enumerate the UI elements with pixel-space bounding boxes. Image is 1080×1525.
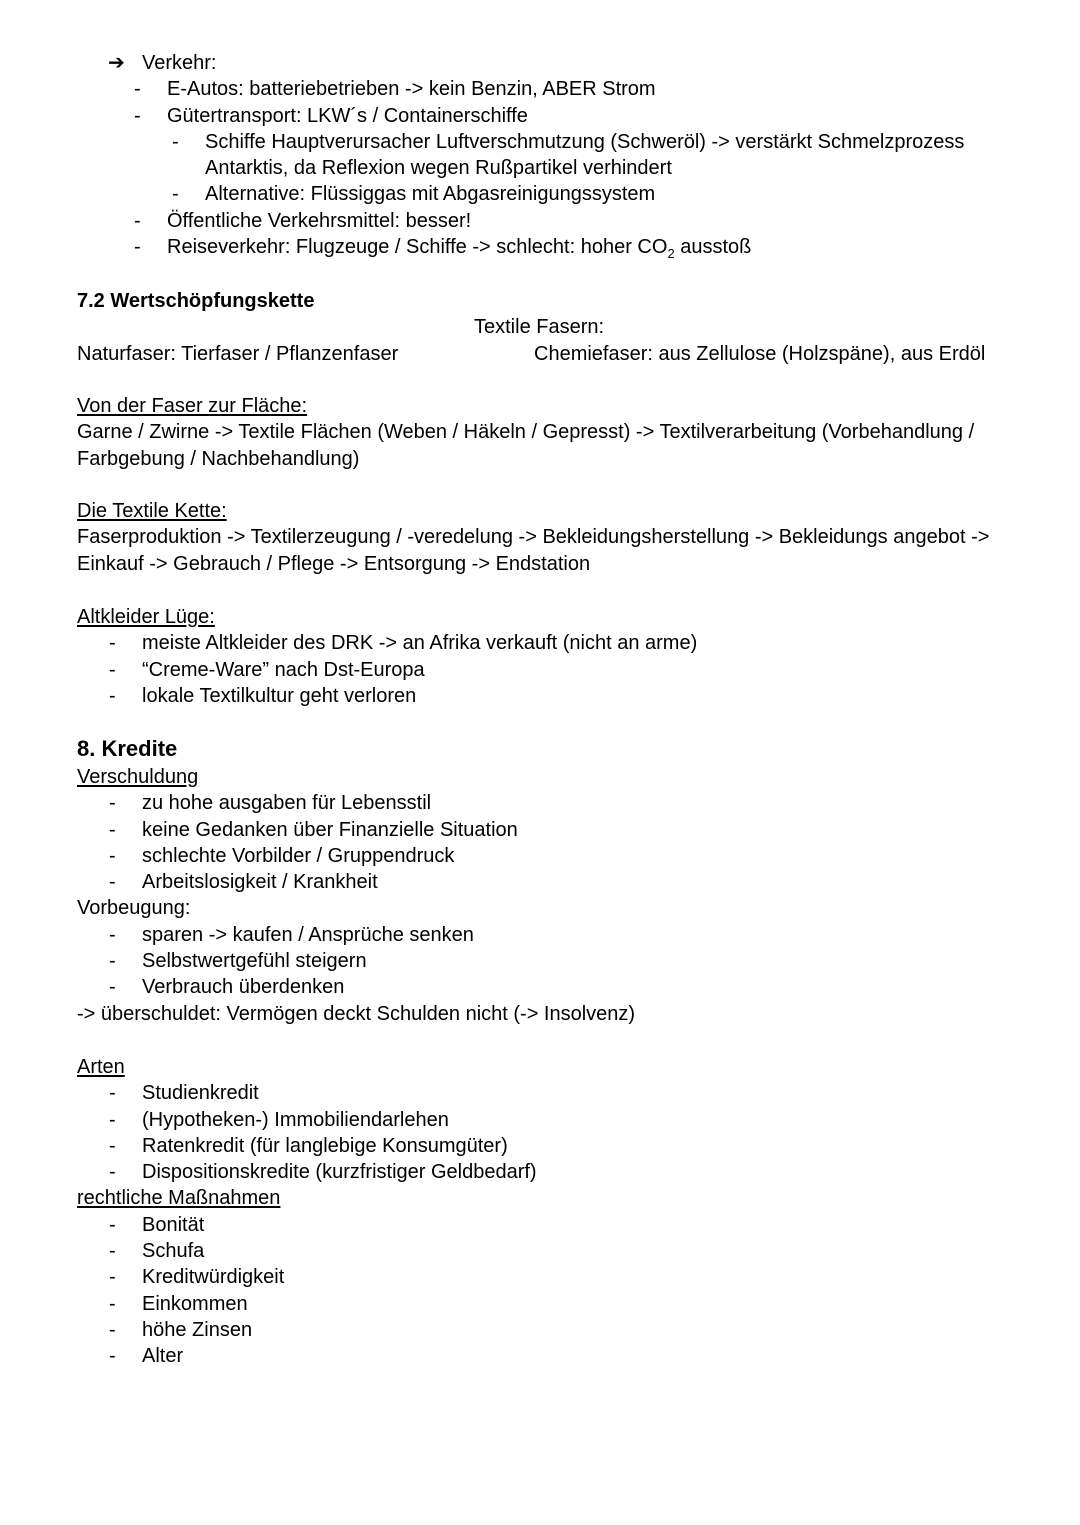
dash-bullet: - <box>109 950 116 973</box>
paragraph-line: Einkauf -> Gebrauch / Pflege -> Entsorgung -> Endstation <box>77 552 591 575</box>
list-item-text: Einkommen <box>142 1292 248 1315</box>
verschuldung-title: Verschuldung <box>77 766 199 788</box>
dash-bullet: - <box>109 923 116 946</box>
textile-kette-block <box>77 498 989 577</box>
list-item-text: Alter <box>142 1345 184 1368</box>
list-item-text: Dispositionskredite (kurzfristiger Geldbedarf) <box>142 1161 537 1184</box>
arrow-bullet: ➔ <box>108 52 125 74</box>
sub-list-item-text: Antarktis, da Reflexion wegen Rußpartikel verhindert <box>205 157 672 180</box>
vorbeugung-title: Vorbeugung: <box>77 897 191 920</box>
list-item-text: Bonität <box>142 1213 205 1236</box>
list-item-text: Schufa <box>142 1240 205 1263</box>
ueberschuldet-text: -> überschuldet: Vermögen deckt Schulden nicht (-> Insolvenz) <box>77 1002 636 1025</box>
list-item-text: meiste Altkleider des DRK -> an Afrika verkauft (nicht an arme) <box>142 632 698 655</box>
paragraph-line: Farbgebung / Nachbehandlung) <box>77 447 360 470</box>
dash-bullet: - <box>109 844 116 867</box>
list-item-text: schlechte Vorbilder / Gruppendruck <box>142 844 455 867</box>
faser-flaeche-block <box>77 393 974 472</box>
dash-bullet: - <box>109 818 116 841</box>
list-item-text: “Creme-Ware” nach Dst-Europa <box>142 658 425 681</box>
dash-bullet: - <box>134 78 141 101</box>
altkleider-title: Altkleider Lüge: <box>77 606 215 628</box>
dash-bullet: - <box>134 209 141 232</box>
dash-bullet: - <box>109 871 116 894</box>
list-item-text: zu hohe ausgaben für Lebensstil <box>142 792 432 815</box>
list-item-text: Kreditwürdigkeit <box>142 1266 285 1289</box>
list-item-text: Arbeitslosigkeit / Krankheit <box>142 871 378 894</box>
sub-list-item-text: Alternative: Flüssiggas mit Abgasreinigungssystem <box>205 183 656 206</box>
list-item-text: Öffentliche Verkehrsmittel: besser! <box>167 209 472 232</box>
textile-kette-title: Die Textile Kette: <box>77 500 227 522</box>
dash-bullet: - <box>109 1108 116 1131</box>
chemiefaser-text: Chemiefaser: aus Zellulose (Holzspäne), aus Erdöl <box>534 343 986 365</box>
dash-bullet: - <box>109 1082 116 1105</box>
list-item-text: Verbrauch überdenken <box>142 976 345 999</box>
section-heading-7-2: 7.2 Wertschöpfungskette <box>77 290 315 312</box>
dash-bullet: - <box>109 1213 116 1236</box>
paragraph-line: Faserproduktion -> Textilerzeugung / -veredelung -> Bekleidungsherstellung -> Bekleidungs angebot -> <box>77 526 990 549</box>
dash-bullet: - <box>109 684 116 707</box>
subscript: 2 <box>667 246 675 262</box>
dash-bullet: - <box>172 130 179 153</box>
naturfaser-text: Naturfaser: Tierfaser / Pflanzenfaser <box>77 343 399 365</box>
dash-bullet: - <box>109 658 116 681</box>
section-heading-8: 8. Kredite <box>77 736 178 761</box>
list-item-text <box>167 234 751 267</box>
list-item-text: Ratenkredit (für langlebige Konsumgüter) <box>142 1134 508 1157</box>
arten-title: Arten <box>77 1056 125 1078</box>
dash-bullet: - <box>109 1345 116 1368</box>
list-item-text: Studienkredit <box>142 1082 259 1105</box>
list-item-text: Gütertransport: LKW´s / Containerschiffe <box>167 104 528 127</box>
list-item-text: Selbstwertgefühl steigern <box>142 950 367 973</box>
dash-bullet: - <box>109 1292 116 1315</box>
list-item-text: (Hypotheken-) Immobiliendarlehen <box>142 1108 449 1131</box>
dash-bullet: - <box>109 632 116 655</box>
rechtliche-title: rechtliche Maßnahmen <box>77 1187 281 1210</box>
dash-bullet: - <box>109 1240 116 1263</box>
dash-bullet: - <box>109 1266 116 1289</box>
list-item-text: sparen -> kaufen / Ansprüche senken <box>142 923 474 946</box>
dash-bullet: - <box>109 1161 116 1184</box>
list-item-text-part: ausstoß <box>674 236 752 259</box>
verkehr-title: Verkehr: <box>142 52 217 74</box>
dash-bullet: - <box>134 104 141 127</box>
list-item-text: lokale Textilkultur geht verloren <box>142 684 417 707</box>
dash-bullet: - <box>109 1318 116 1341</box>
dash-bullet: - <box>109 1134 116 1157</box>
list-item-text-part: Reiseverkehr: Flugzeuge / Schiffe -> schlecht: hoher CO <box>167 236 668 259</box>
dash-bullet: - <box>134 236 141 259</box>
textile-fasern-title: Textile Fasern: <box>474 316 605 338</box>
list-item-text: höhe Zinsen <box>142 1318 253 1341</box>
sub-list-item-text: Schiffe Hauptverursacher Luftverschmutzung (Schweröl) -> verstärkt Schmelzprozess <box>205 130 965 153</box>
faser-flaeche-title: Von der Faser zur Fläche: <box>77 395 308 417</box>
dash-bullet: - <box>109 792 116 815</box>
list-item-text: keine Gedanken über Finanzielle Situation <box>142 818 518 841</box>
dash-bullet: - <box>172 183 179 206</box>
dash-bullet: - <box>109 976 116 999</box>
list-item-text: E-Autos: batteriebetrieben -> kein Benzin, ABER Strom <box>167 78 656 101</box>
paragraph-line: Garne / Zwirne -> Textile Flächen (Weben / Häkeln / Gepresst) -> Textilverarbeitung (Vorbehandlung / <box>77 421 975 444</box>
